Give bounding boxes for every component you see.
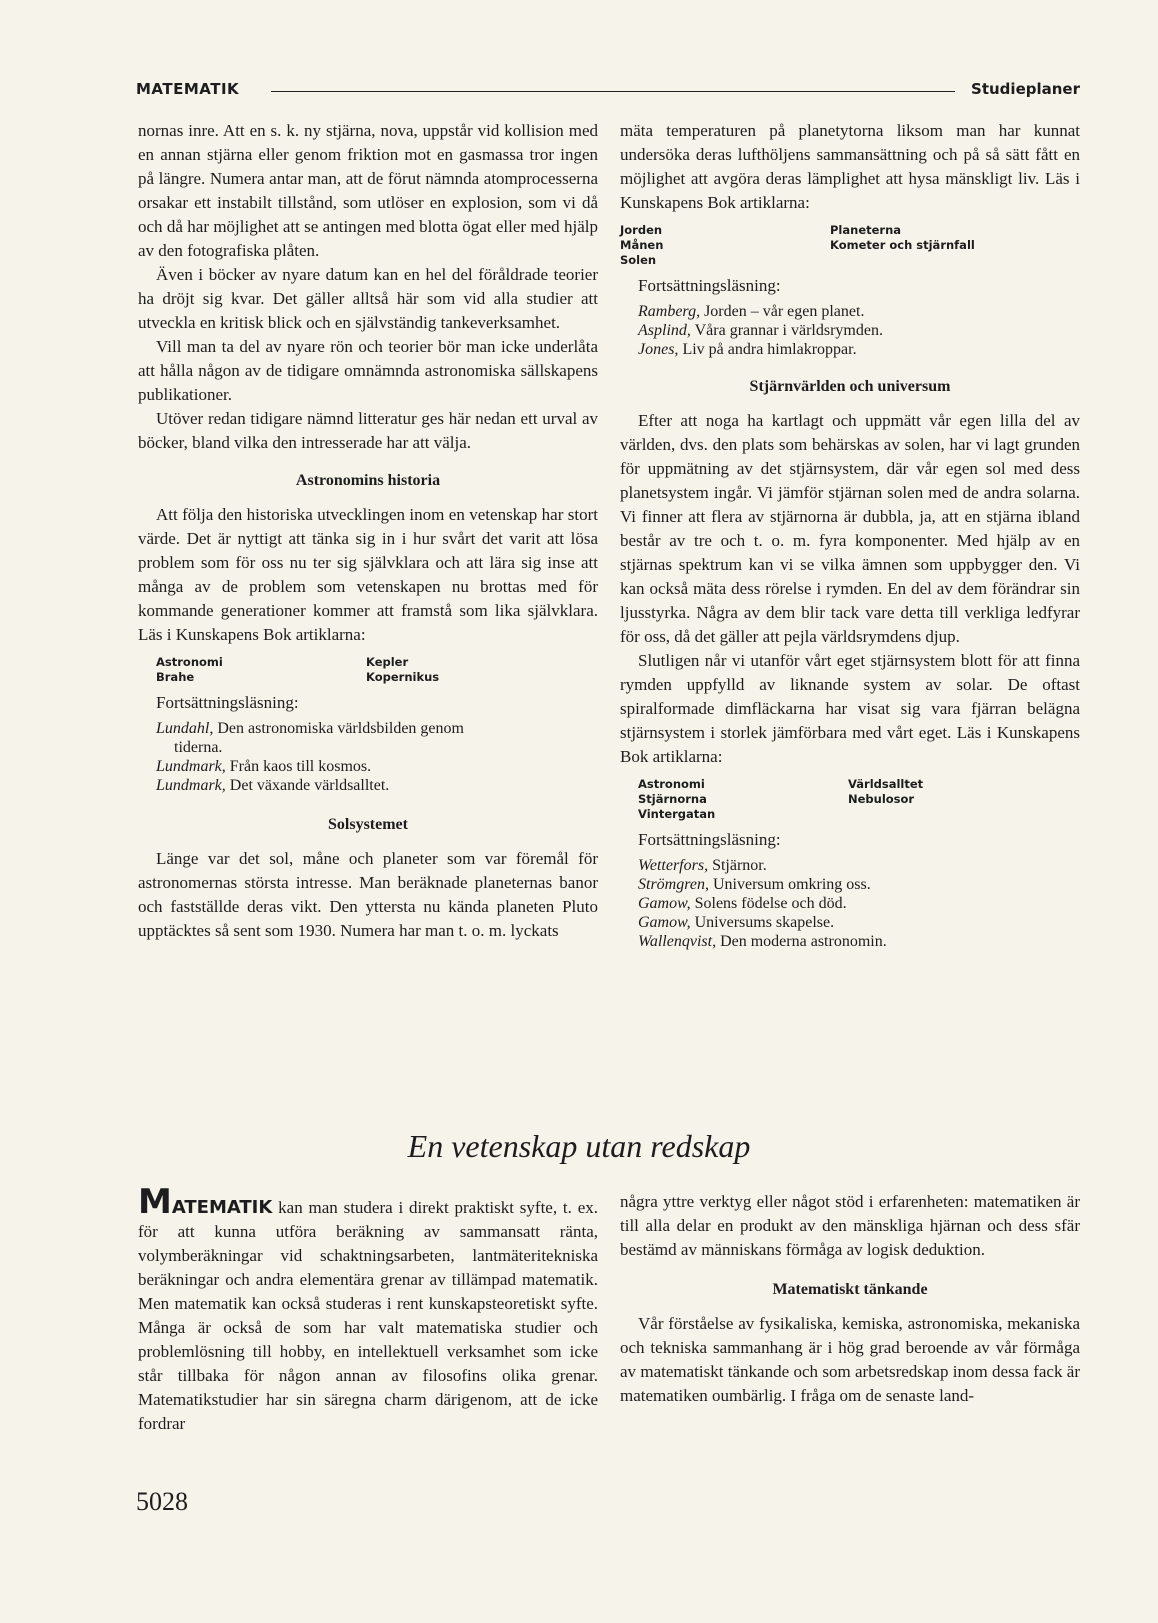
- article-item: Månen: [620, 238, 664, 252]
- reading-item: [638, 875, 1080, 894]
- book-title: Universum omkring oss.: [712, 876, 871, 893]
- paragraph: mäta temperaturen på planetytorna liksom man har kunnat undersöka deras lufthöljens sammansättning och på så sätt fått en möjlighet att avgöra deras lämplighet att hysa mänskligt liv. Läs i Kunskapens Bok artiklarna:: [620, 121, 1080, 212]
- reading-item: [156, 757, 598, 776]
- book-title: Jorden – vår egen planet.: [704, 303, 865, 320]
- reading-list: [156, 719, 598, 795]
- book-title: Universums skapelse.: [694, 914, 835, 931]
- author: Lundahl,: [156, 720, 214, 737]
- paragraph: Efter att noga ha kartlagt och uppmätt vår egen lilla del av världen, dvs. den plats som behärskas av solen, har vi lagt grunden för uppmätning av det stjärnsystem, där vår egen sol med dess planetsystem ingår. Vi jämför stjärnan solen med de andra solarna. Vi finner att flera av stjärnorna är dubbla, ja, att en stjärna ibland består av tre och t. o. m. fyra komponenter. Med hjälp av en stjärnas spektrum kan vi se vilka ämnen som uppbygger den. Vi kan också mäta dess rörelse i rymden. En del av dem förändrar sin ljusstyrka. Några av dem blir tack vare detta till verkliga ledfyrar för oss, då det gäller att pejla världsrymdens djup.: [620, 411, 1080, 646]
- article-item: Kometer och stjärnfall: [830, 238, 975, 252]
- paragraph: Vår förståelse av fysikaliska, kemiska, astronomiska, mekaniska och tekniska sammanhang är i hög grad beroende av vår förmåga av matematiskt tänkande och som arbetsredskap inom dessa fack är matematiken oumbärlig. I fråga om de senaste land-: [620, 1314, 1080, 1405]
- paragraph: Slutligen når vi utanför vårt eget stjärnsystem blott för att finna rymden uppfylld av liknande system av solar. De oftast spiralformade dimfläckarna har visat sig vara fjärran belägna stjärnsystem i storlek jämförbara med vårt eget. Läs i Kunskapens Bok artiklarna:: [620, 651, 1080, 766]
- article-list: [620, 223, 1080, 268]
- article-item: Nebulosor: [848, 792, 915, 806]
- column-4: [620, 1190, 1080, 1408]
- article-item: Världsalltet: [848, 777, 924, 791]
- reading-list: [638, 856, 1080, 951]
- paragraph: Att följa den historiska utvecklingen inom en vetenskap har stort värde. Det är nyttigt att tänka sig in i hur svårt det varit att lösa problem som för oss nu ter sig självklara och att lära sig inse att många av de problem som vetenskapen nu brottas med för kommande generationer kommer att framstå som lika självklara. Läs i Kunskapens Bok artiklarna:: [138, 505, 598, 644]
- book-title: Det växande världsalltet.: [229, 777, 390, 794]
- column-2: [620, 119, 1080, 951]
- paragraph-text: kan man studera i direkt praktiskt syfte, t. ex. för att kunna utföra beräkning av sammansatt ränta, volymberäkningar vid schaktningsarbeten, lantmäteritekniska beräkningar och andra elementära grenar av tillämpad matematik. Men matematik kan också studeras i rent kunskapsteoretiskt syfte. Många är också de som har valt matematiska studier och problemlösning till hobby, en intellektuell verksamhet som icke står tillbaka för någon annan av filosofins olika grenar. Matematikstudier har sin säregna charm därigenom, att de icke fordrar: [138, 1198, 598, 1433]
- paragraph: Länge var det sol, måne och planeter som var föremål för astronomernas största intresse. Man beräknade planeternas banor och fastställde deras vikt. Den yttersta nu kända planeten Pluto upptäcktes så sent som 1930. Numera har man t. o. m. lyckats: [138, 849, 598, 940]
- further-reading-label: Fortsättningsläsning:: [638, 830, 781, 849]
- author: Jones,: [638, 341, 679, 358]
- reading-list: [638, 302, 1080, 359]
- article-list: [638, 777, 1080, 822]
- article-item: Vintergatan: [638, 807, 716, 821]
- further-reading-label: Fortsättningsläsning:: [156, 693, 299, 712]
- author: Gamow,: [638, 895, 691, 912]
- reading-item: [638, 913, 1080, 932]
- article-item: Solen: [620, 253, 657, 267]
- paragraph: Vill man ta del av nyare rön och teorier bör man icke underlåta att hålla någon av de tidigare omnämnda astronomiska sällskapens publikationer.: [138, 337, 598, 404]
- header-rule: [271, 91, 955, 92]
- reading-item: [156, 719, 598, 738]
- reading-item: [638, 321, 1080, 340]
- author: Asplind,: [638, 322, 691, 339]
- paragraph: Utöver redan tidigare nämnd litteratur ges här nedan ett urval av böcker, bland vilka den intresserade har att välja.: [138, 409, 598, 452]
- reading-item-cont: tiderna.: [174, 739, 223, 756]
- subheading-solar-system: Solsystemet: [328, 816, 408, 833]
- drop-cap: M: [138, 1182, 172, 1222]
- paragraph: några yttre verktyg eller något stöd i erfarenheten: matematiken är till alla delar en produkt av den mänskliga hjärnan och dess sfär bestämd av människans förmåga av logisk deduktion.: [620, 1192, 1080, 1259]
- reading-item: [638, 932, 1080, 951]
- author: Lundmark,: [156, 758, 226, 775]
- lead-word: ATEMATIK: [171, 1197, 273, 1218]
- article-item: Astronomi: [638, 777, 705, 791]
- header-section: MATEMATIK: [136, 80, 240, 98]
- article-item: Brahe: [156, 670, 195, 684]
- article-item: Kepler: [366, 655, 409, 669]
- reading-item: [638, 302, 1080, 321]
- author: Wallenqvist,: [638, 933, 717, 950]
- author: Gamow,: [638, 914, 691, 931]
- article-item: Planeterna: [830, 223, 902, 237]
- book-title: Våra grannar i världsrymden.: [694, 322, 883, 339]
- reading-item: [638, 856, 1080, 875]
- author: Wetterfors,: [638, 857, 709, 874]
- header-category: Studieplaner: [971, 80, 1080, 98]
- article-item: Jorden: [620, 223, 663, 237]
- running-header: [136, 78, 1080, 104]
- book-title: Liv på andra himlakroppar.: [682, 341, 857, 358]
- paragraph: nornas inre. Att en s. k. ny stjärna, nova, uppstår vid kollision med en annan stjärna eller genom friktion mot en gasmassa tror ingen på längre. Numera antar man, att de förut nämnda atomprocesserna orsakar ett instabilt tillstånd, som utlöser en explosion, som vi då och då har möjlighet att se antingen med blotta ögat eller med hjälp av den fotografiska plåten.: [138, 121, 598, 260]
- reading-item: [156, 776, 598, 795]
- reading-item: [638, 340, 1080, 359]
- paragraph: Även i böcker av nyare datum kan en hel del föråldrade teorier ha dröjt sig kvar. Det gäller alltså här som vid alla studier att utveckla en kritisk blick och en självständig tankeverksamhet.: [138, 265, 598, 332]
- column-3: [138, 1182, 598, 1436]
- section-title: En vetenskap utan redskap: [407, 1128, 751, 1164]
- book-title: Från kaos till kosmos.: [229, 758, 372, 775]
- paragraph: [138, 1182, 598, 1436]
- subheading-math-thinking: Matematiskt tänkande: [772, 1281, 928, 1298]
- article-list: [156, 655, 598, 685]
- article-item: Astronomi: [156, 655, 223, 669]
- further-reading-label: Fortsättningsläsning:: [638, 276, 781, 295]
- reading-item: [638, 894, 1080, 913]
- article-item: Kopernikus: [366, 670, 440, 684]
- author: Strömgren,: [638, 876, 709, 893]
- page-number: 5028: [136, 1487, 188, 1516]
- column-1: [138, 119, 598, 943]
- article-item: Stjärnorna: [638, 792, 707, 806]
- subheading-universe: Stjärnvärlden och universum: [749, 378, 951, 395]
- book-title: Den astronomiska världsbilden genom: [217, 720, 464, 737]
- book-title: Den moderna astronomin.: [720, 933, 887, 950]
- author: Ramberg,: [638, 303, 701, 320]
- book-title: Stjärnor.: [712, 857, 767, 874]
- subheading-history: Astronomins historia: [295, 472, 441, 489]
- author: Lundmark,: [156, 777, 226, 794]
- book-title: Solens födelse och död.: [694, 895, 847, 912]
